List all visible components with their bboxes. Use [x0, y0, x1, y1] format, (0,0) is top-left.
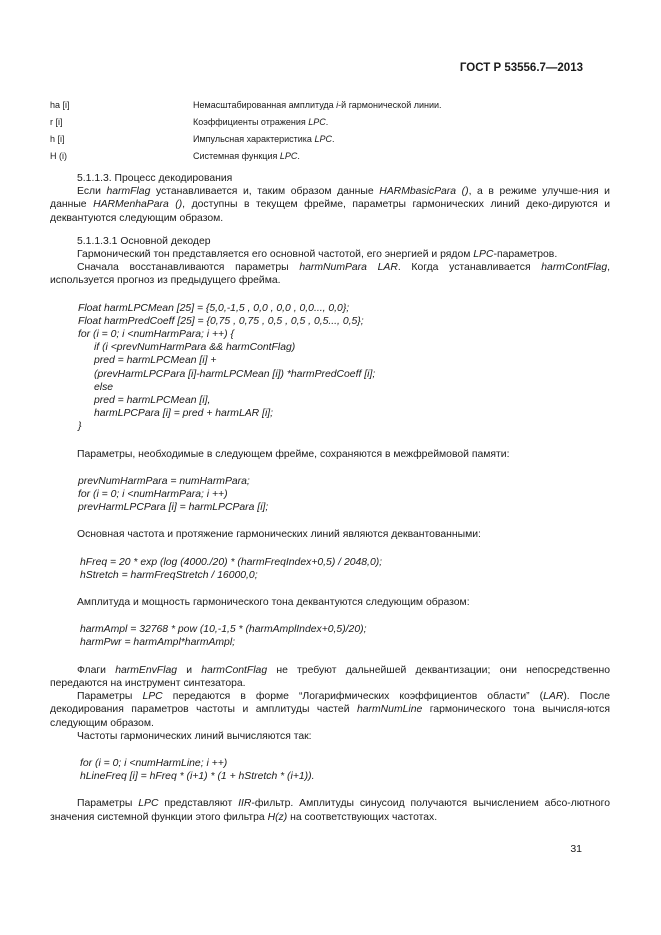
- definition-desc: Системная функция LPC.: [193, 151, 300, 161]
- definition-row: [50, 114, 442, 131]
- paragraph: Частоты гармонических линий вычисляются так:: [77, 730, 312, 742]
- section-heading: 5.1.1.3. Процесс декодирования: [77, 173, 233, 184]
- code-block: [50, 475, 610, 515]
- paragraph: Параметры LPC представляют IIR-фильтр. Амплитуды синусоид получаются вычислением абсо-лютного значения системной функции этого фильтра H(z) на соответствующих частотах.: [50, 798, 610, 823]
- code-line: pred = harmLPCMean [i] +: [94, 355, 217, 367]
- definition-row: [50, 97, 442, 114]
- code-block: [50, 757, 610, 783]
- paragraph: Основная частота и протяжение гармонических линий являются деквантованными:: [77, 529, 481, 541]
- definition-term: H (i): [50, 151, 67, 161]
- code-line: hStretch = harmFreqStretch / 16000,0;: [80, 569, 258, 581]
- code-block: [50, 623, 610, 649]
- code-line: Float harmPredCoeff [25] = {0,75 , 0,75 , 0,5 , 0,5 , 0,5..., 0,5};: [78, 315, 364, 327]
- code-line: if (i <prevNumHarmPara && harmContFlag): [94, 342, 296, 354]
- paragraph: Сначала восстанавливаются параметры harmNumPara LAR. Когда устанавливается harmContFlag, используется прогноз из предыдущего фрейма.: [50, 262, 611, 287]
- code-line: hLineFreq [i] = hFreq * (i+1) * (1 + hStretch * (i+1)).: [80, 771, 315, 783]
- code-line: prevHarmLPCPara [i] = harmLPCPara [i];: [78, 502, 269, 514]
- standard-header: ГОСТ Р 53556.7—2013: [459, 62, 583, 74]
- document-body: [50, 172, 610, 824]
- definition-term: r [i]: [50, 117, 63, 127]
- code-line: else: [94, 381, 114, 393]
- paragraph: Параметры, необходимые в следующем фрейме, сохраняются в межфреймовой памяти:: [77, 448, 510, 460]
- code-line: prevNumHarmPara = numHarmPara;: [78, 475, 250, 487]
- code-line: }: [78, 421, 82, 433]
- paragraph: Параметры LPC передаются в форме “Логарифмических коэффициентов области” (LAR). После декодирования параметров частоты и амплитуды частей harmNumLine гармонического тона вычисля-ются следующим образом.: [50, 691, 610, 729]
- definition-term: ha [i]: [50, 100, 70, 110]
- paragraph: Гармонический тон представляется его основной частотой, его энергией и рядом LPC-параметров.: [77, 249, 558, 261]
- definition-desc: Коэффициенты отражения LPC.: [193, 117, 329, 127]
- code-line: (prevHarmLPCPara [i]-harmLPCMean [i]) *harmPredCoeff [i];: [94, 368, 376, 380]
- code-block: [50, 302, 610, 434]
- paragraph: Флаги harmEnvFlag и harmContFlag не требуют дальнейшей деквантизации; они непосредственно передаются на инструмент синтезатора.: [50, 664, 611, 689]
- code-line: for (i = 0; i <numHarmPara; i ++): [78, 489, 228, 501]
- definition-desc: Немасштабированная амплитуда i-й гармонической линии.: [193, 100, 442, 110]
- code-line: pred = harmLPCMean [i],: [94, 395, 211, 407]
- code-line: Float harmLPCMean [25] = {5,0,-1,5 , 0,0 , 0,0 , 0,0..., 0,0};: [78, 302, 350, 314]
- definition-term: h [i]: [50, 134, 65, 144]
- section-heading: 5.1.1.3.1 Основной декодер: [77, 235, 211, 247]
- code-line: for (i = 0; i <numHarmLine; i ++): [80, 757, 228, 769]
- code-block: [50, 556, 610, 582]
- code-line: harmAmpl = 32768 * pow (10,-1,5 * (harmAmplIndex+0,5)/20);: [80, 624, 367, 636]
- code-line: hFreq = 20 * exp (log (4000./20) * (harmFreqIndex+0,5) / 2048,0);: [80, 556, 383, 568]
- paragraph: Амплитуда и мощность гармонического тона деквантуются следующим образом:: [77, 597, 470, 609]
- definition-row: [50, 131, 442, 148]
- definitions-list: [50, 97, 442, 165]
- definition-row: [50, 148, 442, 165]
- page-number: 31: [570, 843, 582, 855]
- code-line: harmPwr = harmAmpl*harmAmpl;: [80, 637, 236, 649]
- definition-desc: Импульсная характеристика LPC.: [193, 134, 335, 144]
- paragraph: Если harmFlag устанавливается и, таким образом данные HARMbasicPara (), а в режиме улучше-ния и данные HARMenhaPara (), доступны в текущем фрейме, параметры гармонических линий деко-дируются и деквантуются следующим образом.: [50, 186, 611, 224]
- code-line: for (i = 0; i <numHarmPara; i ++) {: [78, 329, 234, 341]
- code-line: harmLPCPara [i] = pred + harmLAR [i];: [94, 408, 274, 420]
